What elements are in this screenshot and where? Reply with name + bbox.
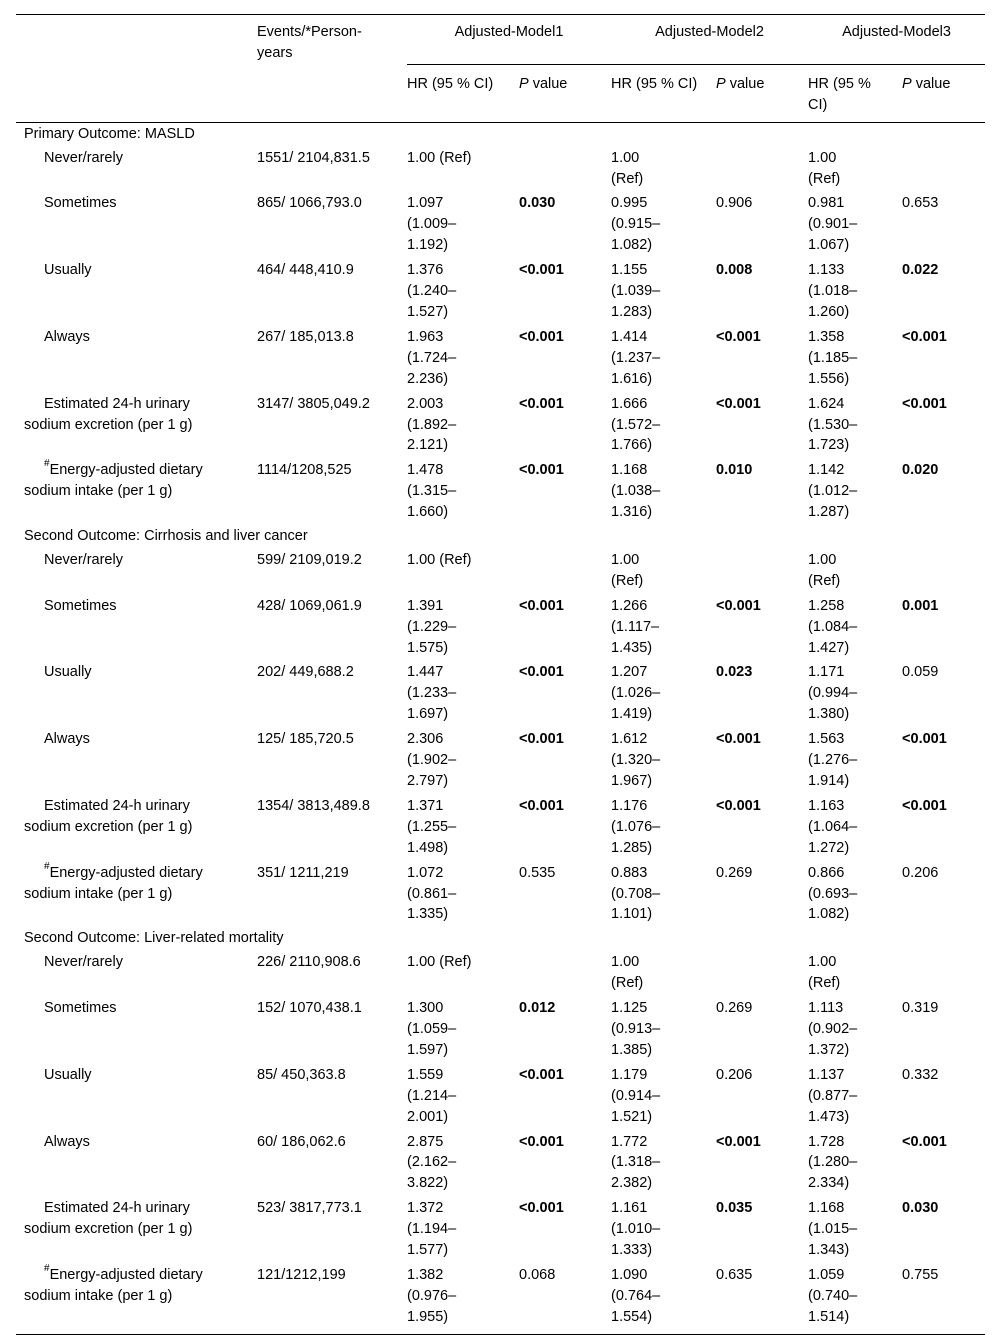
events-person-years-cell: 1354/ 3813,489.8 bbox=[257, 797, 370, 814]
p-value-cell-model-2: 0.206 bbox=[716, 1066, 753, 1083]
hr-ci-cell-model-3: 0.981 (0.901–1.067) bbox=[808, 195, 858, 254]
hr-ci-cell-model-1: 1.382 (0.976–1.955) bbox=[407, 1263, 519, 1334]
table-row bbox=[16, 1263, 985, 1334]
p-value-cell-model-3 bbox=[902, 950, 985, 996]
hr-ci-cell-model-1: 1.963 (1.724–2.236) bbox=[407, 328, 457, 387]
p-value-cell-model-3: 0.059 bbox=[902, 664, 939, 681]
hr-ci-cell-model-3: 1.00 (Ref) bbox=[808, 954, 841, 992]
p-value-cell-model-3 bbox=[902, 548, 985, 594]
p-value-cell-model-1: <0.001 bbox=[519, 597, 564, 614]
p-value-cell-model-2 bbox=[716, 146, 808, 192]
hr-ci-cell-model-2: 1.00 (Ref) bbox=[611, 149, 644, 187]
p-value-cell-model-1: <0.001 bbox=[519, 262, 564, 279]
table-row bbox=[16, 950, 985, 996]
table-row bbox=[16, 861, 985, 928]
row-label-text: Estimated 24-h urinary sodium excretion (per 1 g) bbox=[24, 797, 193, 835]
hr-ci-cell-model-3: 1.624 (1.530–1.723) bbox=[808, 395, 858, 454]
p-value-cell-model-2: 0.906 bbox=[716, 195, 753, 212]
hr-ci-cell-model-3: 1.563 (1.276–1.914) bbox=[808, 731, 858, 789]
row-label bbox=[16, 191, 257, 258]
header-events: Events/*Person-years bbox=[257, 15, 407, 71]
table-row bbox=[16, 660, 985, 727]
footnote-marker: # bbox=[44, 860, 50, 872]
p-value-cell-model-3: 0.319 bbox=[902, 1000, 939, 1017]
events-person-years-cell: 60/ 186,062.6 bbox=[257, 1133, 346, 1150]
p-value-cell-model-2: 0.635 bbox=[716, 1263, 808, 1334]
table-row bbox=[16, 392, 985, 459]
header-empty-cell bbox=[16, 15, 257, 71]
events-person-years-cell: 226/ 2110,908.6 bbox=[257, 954, 361, 971]
row-label-text: Energy-adjusted dietary sodium intake (per 1 g) bbox=[24, 1266, 203, 1304]
table-row bbox=[16, 1196, 985, 1263]
events-person-years-cell: 1551/ 2104,831.5 bbox=[257, 149, 370, 166]
p-value-cell-model-2: 0.269 bbox=[716, 864, 753, 881]
hr-ci-cell-model-2: 1.168 (1.038–1.316) bbox=[611, 462, 661, 521]
hr-ci-cell-model-1: 1.371 (1.255–1.498) bbox=[407, 797, 457, 856]
subheader-hr: HR (95 % CI) bbox=[407, 71, 519, 122]
row-label bbox=[16, 950, 257, 996]
p-value-cell-model-3: 0.020 bbox=[902, 462, 939, 479]
table-row bbox=[16, 258, 985, 325]
hazard-ratio-table bbox=[16, 14, 985, 1335]
row-label bbox=[16, 548, 257, 594]
events-person-years-cell: 865/ 1066,793.0 bbox=[257, 195, 362, 212]
events-person-years-cell: 599/ 2109,019.2 bbox=[257, 551, 362, 568]
p-value-cell-model-1 bbox=[519, 146, 611, 192]
p-value-cell-model-2: 0.010 bbox=[716, 462, 753, 479]
row-label bbox=[16, 794, 257, 861]
row-label bbox=[16, 1130, 257, 1197]
p-value-cell-model-3: 0.653 bbox=[902, 195, 939, 212]
p-value-cell-model-3: 0.206 bbox=[902, 864, 939, 881]
p-value-cell-model-1: <0.001 bbox=[519, 1066, 564, 1083]
events-person-years-cell: 121/1212,199 bbox=[257, 1263, 407, 1334]
row-label-text: Usually bbox=[44, 664, 92, 681]
row-label bbox=[16, 458, 257, 525]
p-value-cell-model-1: <0.001 bbox=[519, 664, 564, 681]
p-value-cell-model-3: <0.001 bbox=[902, 328, 947, 345]
p-value-cell-model-3: 0.030 bbox=[902, 1200, 939, 1217]
p-value-cell-model-3: 0.001 bbox=[902, 597, 939, 614]
row-label bbox=[16, 1196, 257, 1263]
row-label-text: Never/rarely bbox=[44, 954, 123, 971]
section-title: Second Outcome: Liver-related mortality bbox=[24, 930, 284, 947]
p-value-cell-model-2: <0.001 bbox=[716, 797, 761, 814]
hr-ci-cell-model-2: 1.266 (1.117–1.435) bbox=[611, 597, 660, 656]
hr-ci-cell-model-1: 1.00 (Ref) bbox=[407, 149, 472, 166]
hr-ci-cell-model-3: 0.866 (0.693–1.082) bbox=[808, 864, 858, 923]
table-body bbox=[16, 122, 985, 1334]
p-value-cell-model-2: 0.035 bbox=[716, 1200, 753, 1217]
hr-ci-cell-model-2: 0.883 (0.708–1.101) bbox=[611, 864, 661, 923]
events-person-years-cell: 464/ 448,410.9 bbox=[257, 262, 354, 279]
row-label-text: Sometimes bbox=[44, 195, 117, 212]
row-label bbox=[16, 1263, 257, 1334]
p-value-cell-model-1: <0.001 bbox=[519, 1200, 564, 1217]
subheader-empty-cell bbox=[16, 71, 257, 122]
table-row bbox=[16, 594, 985, 661]
p-value-cell-model-3: <0.001 bbox=[902, 797, 947, 814]
hr-ci-cell-model-1: 2.306 (1.902–2.797) bbox=[407, 731, 457, 789]
p-value-cell-model-1: <0.001 bbox=[519, 731, 564, 748]
hr-ci-cell-model-2: 1.00 (Ref) bbox=[611, 551, 644, 589]
hr-ci-cell-model-2: 1.772 (1.318–2.382) bbox=[611, 1133, 661, 1192]
events-person-years-cell: 523/ 3817,773.1 bbox=[257, 1200, 362, 1217]
hr-ci-cell-model-2: 1.612 (1.320–1.967) bbox=[611, 731, 661, 789]
row-label bbox=[16, 660, 257, 727]
events-person-years-cell: 202/ 449,688.2 bbox=[257, 664, 354, 681]
hr-ci-cell-model-2: 1.179 (0.914–1.521) bbox=[611, 1066, 661, 1125]
hr-ci-cell-model-1: 1.097 (1.009–1.192) bbox=[407, 195, 457, 254]
events-person-years-cell: 1114/1208,525 bbox=[257, 462, 352, 479]
events-person-years-cell: 428/ 1069,061.9 bbox=[257, 597, 362, 614]
row-label-text: Energy-adjusted dietary sodium intake (per 1 g) bbox=[24, 864, 203, 902]
row-label bbox=[16, 392, 257, 459]
section-title: Primary Outcome: MASLD bbox=[24, 125, 195, 142]
subheader-p-value: P value bbox=[716, 71, 808, 122]
row-label bbox=[16, 325, 257, 392]
hr-ci-cell-model-1: 1.447 (1.233–1.697) bbox=[407, 664, 457, 723]
events-person-years-cell: 152/ 1070,438.1 bbox=[257, 1000, 362, 1017]
hr-ci-cell-model-3: 1.358 (1.185–1.556) bbox=[808, 328, 858, 387]
row-label-text: Always bbox=[44, 1133, 90, 1150]
hr-ci-cell-model-2: 1.155 (1.039–1.283) bbox=[611, 262, 661, 320]
events-person-years-cell: 3147/ 3805,049.2 bbox=[257, 395, 370, 412]
events-person-years-cell: 85/ 450,363.8 bbox=[257, 1066, 346, 1083]
table-row bbox=[16, 727, 985, 794]
hr-ci-cell-model-2: 1.161 (1.010–1.333) bbox=[611, 1200, 661, 1259]
hr-ci-cell-model-2: 0.995 (0.915–1.082) bbox=[611, 195, 661, 254]
p-value-cell-model-2: <0.001 bbox=[716, 395, 761, 412]
row-label-text: Never/rarely bbox=[44, 551, 123, 568]
row-label-text: Usually bbox=[44, 1066, 92, 1083]
p-value-cell-model-1 bbox=[519, 950, 611, 996]
row-label bbox=[16, 1063, 257, 1130]
p-value-cell-model-3: 0.332 bbox=[902, 1066, 939, 1083]
p-value-cell-model-1: 0.030 bbox=[519, 195, 556, 212]
hr-ci-cell-model-3: 1.168 (1.015–1.343) bbox=[808, 1200, 858, 1259]
p-value-cell-model-2 bbox=[716, 950, 808, 996]
row-label-text: Always bbox=[44, 731, 90, 748]
hr-ci-cell-model-3: 1.113 (0.902–1.372) bbox=[808, 1000, 858, 1058]
footnote-marker: # bbox=[44, 458, 50, 470]
p-value-cell-model-1: <0.001 bbox=[519, 462, 564, 479]
subheader-hr: HR (95 % CI) bbox=[611, 71, 716, 122]
p-value-cell-model-1: <0.001 bbox=[519, 1133, 564, 1150]
p-value-cell-model-1 bbox=[519, 548, 611, 594]
p-value-cell-model-2: <0.001 bbox=[716, 597, 761, 614]
hr-ci-cell-model-3: 1.728 (1.280–2.334) bbox=[808, 1133, 858, 1192]
table-row bbox=[16, 146, 985, 192]
hr-ci-cell-model-3: 1.00 (Ref) bbox=[808, 149, 841, 187]
p-value-cell-model-2: 0.269 bbox=[716, 1000, 753, 1017]
hr-ci-cell-model-2: 1.414 (1.237–1.616) bbox=[611, 328, 661, 387]
p-value-cell-model-1: 0.535 bbox=[519, 864, 556, 881]
p-value-cell-model-3: 0.022 bbox=[902, 262, 939, 279]
hr-ci-cell-model-1: 1.391 (1.229–1.575) bbox=[407, 597, 457, 656]
table-row bbox=[16, 996, 985, 1063]
row-label-text: Always bbox=[44, 328, 90, 345]
hr-ci-cell-model-1: 1.300 (1.059–1.597) bbox=[407, 1000, 457, 1058]
hr-ci-cell-model-3: 1.059 (0.740–1.514) bbox=[808, 1263, 902, 1334]
row-label bbox=[16, 258, 257, 325]
hr-ci-cell-model-1: 1.00 (Ref) bbox=[407, 954, 472, 971]
row-label-text: Sometimes bbox=[44, 1000, 117, 1017]
hr-ci-cell-model-3: 1.142 (1.012–1.287) bbox=[808, 462, 858, 521]
subheader-empty-cell bbox=[257, 71, 407, 122]
hr-ci-cell-model-2: 1.666 (1.572–1.766) bbox=[611, 395, 661, 454]
hr-ci-cell-model-3: 1.137 (0.877–1.473) bbox=[808, 1066, 858, 1125]
hr-ci-cell-model-1: 1.559 (1.214–2.001) bbox=[407, 1066, 457, 1125]
results-table-container bbox=[16, 14, 985, 1335]
p-value-cell-model-1: <0.001 bbox=[519, 328, 564, 345]
hr-ci-cell-model-1: 1.072 (0.861–1.335) bbox=[407, 864, 457, 923]
events-person-years-cell: 267/ 185,013.8 bbox=[257, 328, 354, 345]
subheader-hr: HR (95 % CI) bbox=[808, 71, 902, 122]
hr-ci-cell-model-2: 1.176 (1.076–1.285) bbox=[611, 797, 661, 856]
p-value-cell-model-3: <0.001 bbox=[902, 1133, 947, 1150]
row-label bbox=[16, 861, 257, 928]
row-label-text: Estimated 24-h urinary sodium excretion (per 1 g) bbox=[24, 1200, 193, 1238]
table-row bbox=[16, 1130, 985, 1197]
hr-ci-cell-model-3: 1.133 (1.018–1.260) bbox=[808, 262, 858, 320]
section-title: Second Outcome: Cirrhosis and liver cancer bbox=[24, 528, 308, 545]
hr-ci-cell-model-3: 1.258 (1.084–1.427) bbox=[808, 597, 858, 656]
table-header bbox=[16, 15, 985, 123]
hr-ci-cell-model-1: 1.372 (1.194–1.577) bbox=[407, 1200, 457, 1259]
p-value-cell-model-2: <0.001 bbox=[716, 731, 761, 748]
p-value-cell-model-1: 0.068 bbox=[519, 1263, 611, 1334]
row-label-text: Energy-adjusted dietary sodium intake (per 1 g) bbox=[24, 462, 203, 500]
hr-ci-cell-model-1: 1.376 (1.240–1.527) bbox=[407, 262, 457, 320]
p-value-cell-model-2: <0.001 bbox=[716, 1133, 761, 1150]
row-label bbox=[16, 594, 257, 661]
p-value-cell-model-1: <0.001 bbox=[519, 797, 564, 814]
header-model-1: Adjusted-Model1 bbox=[407, 15, 611, 71]
hr-ci-cell-model-3: 1.163 (1.064–1.272) bbox=[808, 797, 858, 856]
header-model-2: Adjusted-Model2 bbox=[611, 15, 808, 71]
p-value-cell-model-2 bbox=[716, 548, 808, 594]
row-label bbox=[16, 727, 257, 794]
row-label-text: Estimated 24-h urinary sodium excretion (per 1 g) bbox=[24, 395, 193, 433]
table-row bbox=[16, 794, 985, 861]
p-value-cell-model-3: 0.755 bbox=[902, 1263, 985, 1334]
row-label-text: Never/rarely bbox=[44, 149, 123, 166]
hr-ci-cell-model-1: 2.875 (2.162–3.822) bbox=[407, 1133, 457, 1192]
row-label bbox=[16, 146, 257, 192]
table-row bbox=[16, 1063, 985, 1130]
table-row bbox=[16, 325, 985, 392]
p-value-cell-model-2: <0.001 bbox=[716, 328, 761, 345]
p-value-cell-model-3 bbox=[902, 146, 985, 192]
table-row bbox=[16, 191, 985, 258]
p-value-cell-model-1: 0.012 bbox=[519, 1000, 556, 1017]
footnote-marker: # bbox=[44, 1263, 50, 1275]
hr-ci-cell-model-2: 1.090 (0.764–1.554) bbox=[611, 1263, 716, 1334]
p-value-cell-model-2: 0.023 bbox=[716, 664, 753, 681]
header-model-3: Adjusted-Model3 bbox=[808, 15, 985, 71]
p-value-cell-model-1: <0.001 bbox=[519, 395, 564, 412]
p-value-cell-model-3: <0.001 bbox=[902, 731, 947, 748]
row-label bbox=[16, 996, 257, 1063]
events-person-years-cell: 125/ 185,720.5 bbox=[257, 731, 354, 748]
hr-ci-cell-model-1: 2.003 (1.892–2.121) bbox=[407, 395, 457, 454]
table-row bbox=[16, 548, 985, 594]
p-value-cell-model-3: <0.001 bbox=[902, 395, 947, 412]
table-row bbox=[16, 458, 985, 525]
events-person-years-cell: 351/ 1211,219 bbox=[257, 864, 349, 881]
hr-ci-cell-model-3: 1.00 (Ref) bbox=[808, 551, 841, 589]
row-label-text: Usually bbox=[44, 262, 92, 279]
section-header-row bbox=[16, 927, 985, 950]
row-label-text: Sometimes bbox=[44, 597, 117, 614]
hr-ci-cell-model-2: 1.125 (0.913–1.385) bbox=[611, 1000, 661, 1058]
hr-ci-cell-model-1: 1.00 (Ref) bbox=[407, 551, 472, 568]
subheader-p-value: P value bbox=[902, 71, 985, 122]
hr-ci-cell-model-2: 1.00 (Ref) bbox=[611, 954, 644, 992]
p-value-cell-model-2: 0.008 bbox=[716, 262, 753, 279]
section-header-row bbox=[16, 525, 985, 548]
hr-ci-cell-model-2: 1.207 (1.026–1.419) bbox=[611, 664, 661, 723]
hr-ci-cell-model-1: 1.478 (1.315–1.660) bbox=[407, 462, 457, 521]
hr-ci-cell-model-3: 1.171 (0.994–1.380) bbox=[808, 664, 858, 723]
subheader-p-value: P value bbox=[519, 71, 611, 122]
section-header-row bbox=[16, 122, 985, 145]
